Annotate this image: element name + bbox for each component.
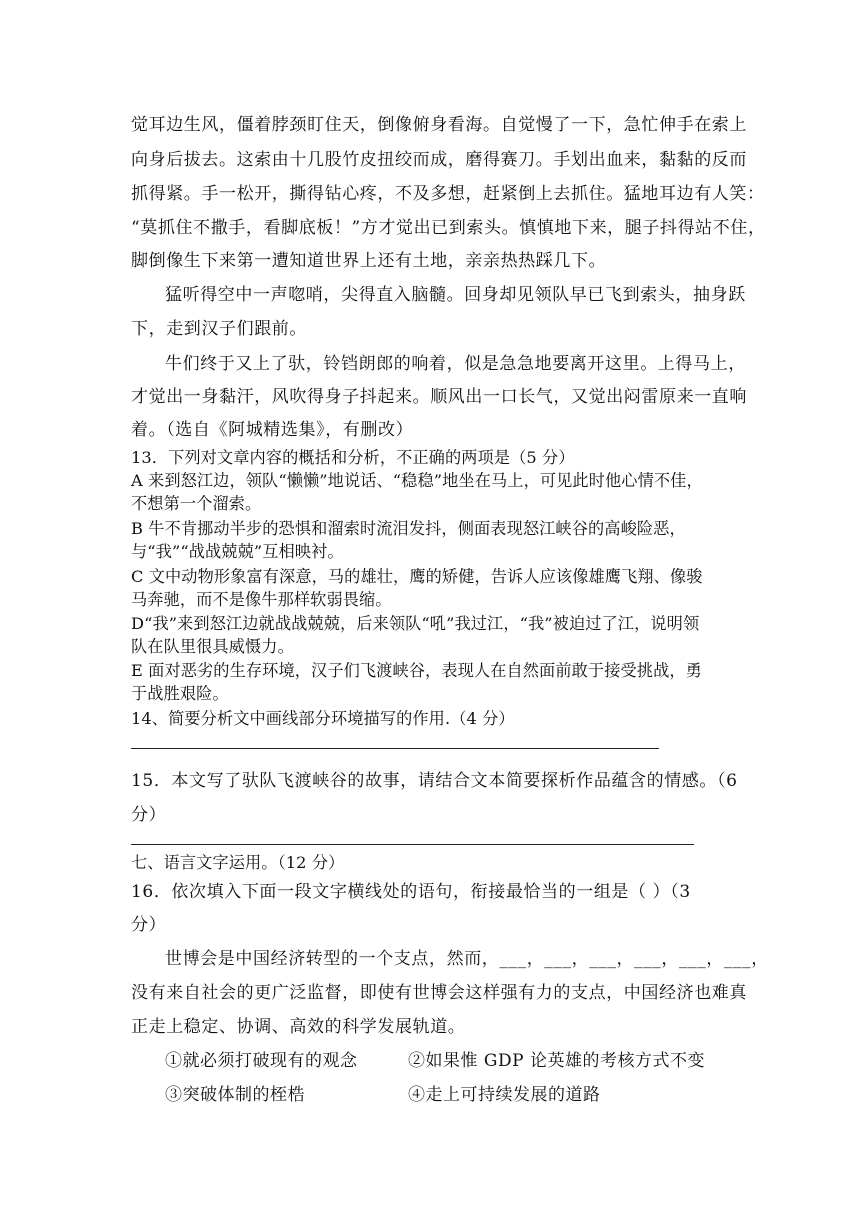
q16-passage-line: 正走上稳定、协调、高效的科学发展轨道。 <box>131 1017 466 1037</box>
q15-answer-line[interactable] <box>131 844 694 845</box>
q13-option-a-cont: 不想第一个溜索。 <box>131 494 262 513</box>
passage-line: 向身后拔去。这索由十几股竹皮扭绞而成，磨得赛刀。手划出血来，黏黏的反而 <box>131 150 747 170</box>
q15-stem: 15．本文写了驮队飞渡峡谷的故事，请结合文本简要探析作品蕴含的情感。（6 <box>131 771 738 791</box>
passage-line: 下，走到汉子们跟前。 <box>131 319 307 339</box>
q16-stem: 16．依次填入下面一段文字横线处的语句，衔接最恰当的一组是（ ）（3 <box>131 882 691 902</box>
q14-stem: 14、简要分析文中画线部分环境描写的作用.（4 分） <box>131 709 515 728</box>
q13-option-b-cont: 与“我”“战战兢兢”互相映衬。 <box>131 542 344 561</box>
passage-line: 才觉出一身黏汗，风吹得身子抖起来。顺风出一口长气，又觉出闷雷原来一直响 <box>131 387 747 407</box>
passage-line: 牛们终于又上了驮，铃铛朗郎的响着，似是急急地要离开这里。上得马上， <box>165 354 746 374</box>
q15-stem-cont: 分） <box>131 805 167 825</box>
passage-line: 猛听得空中一声唿哨，尖得直入脑髓。回身却见领队早已飞到索头，抽身跃 <box>165 285 746 305</box>
q13-option-a: A 来到怒江边，领队“懒懒”地说话、“稳稳”地坐在马上，可见此时他心情不佳， <box>131 471 703 490</box>
q16-passage-line: 世博会是中国经济转型的一个支点，然而，___，___，___，___，___，___， <box>165 949 769 969</box>
q16-option-3: ③突破体制的桎梏 <box>165 1085 305 1105</box>
q13-option-b: B 牛不肯挪动半步的恐惧和溜索时流泪发抖，侧面表现怒江峡谷的高峻险恶， <box>131 519 686 538</box>
q16-stem-cont: 分） <box>131 915 167 935</box>
q13-option-d: D“我”来到怒江边就战战兢兢，后来领队“吼”我过江，“我”被迫过了江，说明领 <box>131 614 700 633</box>
q16-passage-line: 没有来自社会的更广泛监督，即使有世博会这样强有力的支点，中国经济也难真 <box>131 983 747 1003</box>
q13-stem: 13．下列对文章内容的概括和分析，不正确的两项是（5 分） <box>131 448 575 467</box>
q13-option-c-cont: 马奔驰，而不是像牛那样软弱畏缩。 <box>131 590 392 609</box>
q13-option-e-cont: 于战胜艰险。 <box>131 684 229 703</box>
passage-source-line: 着。（选自《阿城精选集》，有删改） <box>131 420 414 440</box>
section7-title: 七、语言文字运用。（12 分） <box>131 853 345 872</box>
q14-answer-line[interactable] <box>131 748 659 749</box>
q16-option-4: ④走上可持续发展的道路 <box>408 1085 601 1105</box>
q13-option-d-cont: 队在队里很具威慑力。 <box>131 637 294 656</box>
passage-line: “莫抓住不撒手，看脚底板！”方才觉出已到索头。慎慎地下来，腿子抖得站不住， <box>131 218 766 238</box>
q16-option-1: ①就必须打破现有的观念 <box>165 1051 358 1071</box>
passage-line: 抓得紧。手一松开，撕得钻心疼，不及多想，赶紧倒上去抓住。猛地耳边有人笑： <box>131 184 765 204</box>
q16-option-2: ②如果惟 GDP 论英雄的考核方式不变 <box>408 1051 705 1071</box>
passage-line: 脚倒像生下来第一遭知道世界上还有土地，亲亲热热踩几下。 <box>131 251 607 271</box>
q13-option-e: E 面对恶劣的生存环境，汉子们飞渡峡谷，表现人在自然面前敢于接受挑战，勇 <box>131 661 702 680</box>
q13-option-c: C 文中动物形象富有深意，马的雄壮，鹰的矫健，告诉人应该像雄鹰飞翔、像骏 <box>131 567 703 586</box>
passage-line: 觉耳边生风，僵着脖颈盯住天，倒像俯身看海。自觉慢了一下，急忙伸手在索上 <box>131 115 747 135</box>
